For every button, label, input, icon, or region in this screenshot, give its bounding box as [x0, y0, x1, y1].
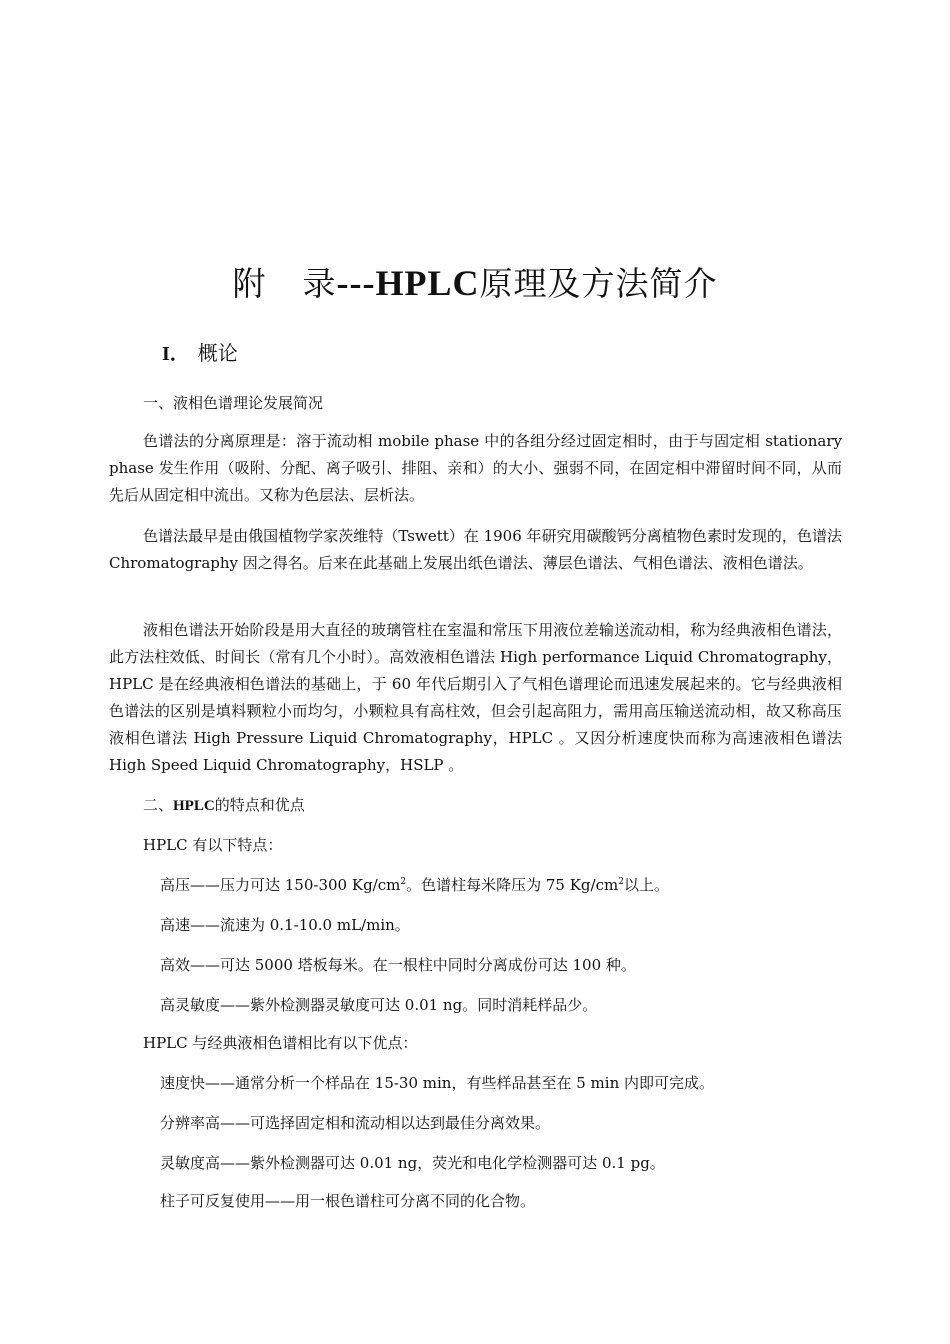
list-item-high-sensitivity: 高灵敏度——紫外检测器灵敏度可达 0.01 ng。同时消耗样品少。 — [160, 996, 598, 1014]
list-item-high-pressure: 高压——压力可达 150-300 $Kg/cm^2$。色谱柱每米降压为 75 $Kg/cm^2$以上。 — [160, 876, 669, 894]
list-item-reusable-column: 柱子可反复使用——用一根色谱柱可分离不同的化合物。 — [160, 1192, 536, 1210]
paragraph-separation-principle: 色谱法的分离原理是：溶于流动相 mobile phase 中的各组分经过固定相时，由于与固定相 stationary phase 发生作用（吸附、分配、离子吸引、排阻、亲和）的大小、强弱不同，在固定相中滞留时间不同，从而先后从固定相中流出。又称为色层法、层析法。 — [109, 432, 842, 504]
list-item-high-efficiency: 高效——可达 5000 塔板每米。在一根柱中同时分离成份可达 100 种。 — [160, 956, 636, 974]
list-item-high-speed: 高速——流速为 0.1-10.0 mL/min。 — [160, 916, 410, 934]
title-hplc: ---HPLC — [336, 263, 480, 303]
title-part-1: 附 — [232, 264, 267, 303]
advantages-heading: HPLC 与经典液相色谱相比有以下优点： — [143, 1034, 418, 1052]
page-title — [0, 258, 950, 309]
list-item-resolution: 分辨率高——可选择固定相和流动相以达到最佳分离效果。 — [160, 1114, 551, 1132]
subheading-history: 一、液相色谱理论发展简况 — [143, 394, 324, 412]
section-label: 概论 — [197, 341, 238, 365]
title-part-2: 录 — [302, 264, 337, 303]
paragraph-hplc-development: 液相色谱法开始阶段是用大直径的玻璃管柱在室温和常压下用液位差输送流动相，称为经典液相色谱法，此方法柱效低、时间长（常有几个小时）。高效液相色谱法 High performance Liquid Chromatography，HPLC 是在经典液相色谱法的基础上，于 60 年代后期引入了气相色谱理论而迅速发展起来的。它与经典液相色谱法的区别是填料颗粒小而均匀，小颗粒具有高柱效，但会引起高阻力，需用高压输送流动相，故又称高压液相色谱法 High Pressure Liquid Chromatography，HPLC 。又因分析速度快而称为高速液相色谱法 High Speed Liquid Chromatography，HSLP 。 — [109, 621, 842, 774]
list-item-fast: 速度快——通常分析一个样品在 15-30 min，有些样品甚至在 5 min 内即可完成。 — [160, 1074, 714, 1092]
section-heading-overview — [162, 338, 238, 369]
features-heading: HPLC 有以下特点： — [143, 836, 283, 854]
list-item-sensitivity: 灵敏度高——紫外检测器可达 0.01 ng，荧光和电化学检测器可达 0.1 pg。 — [160, 1154, 665, 1172]
paragraph-tswett-origin: 色谱法最早是由俄国植物学家茨维特（Tswett）在 1906 年研究用碳酸钙分离植物色素时发现的，色谱法 Chromatography 因之得名。后来在此基础上发展出纸色谱法、薄层色谱法、气相色谱法、液相色谱法。 — [109, 527, 842, 572]
subheading-hplc-features: 二、HPLC的特点和优点 — [143, 796, 305, 814]
section-number: I． — [162, 343, 190, 365]
title-part-3: 原理及方法简介 — [479, 264, 718, 303]
